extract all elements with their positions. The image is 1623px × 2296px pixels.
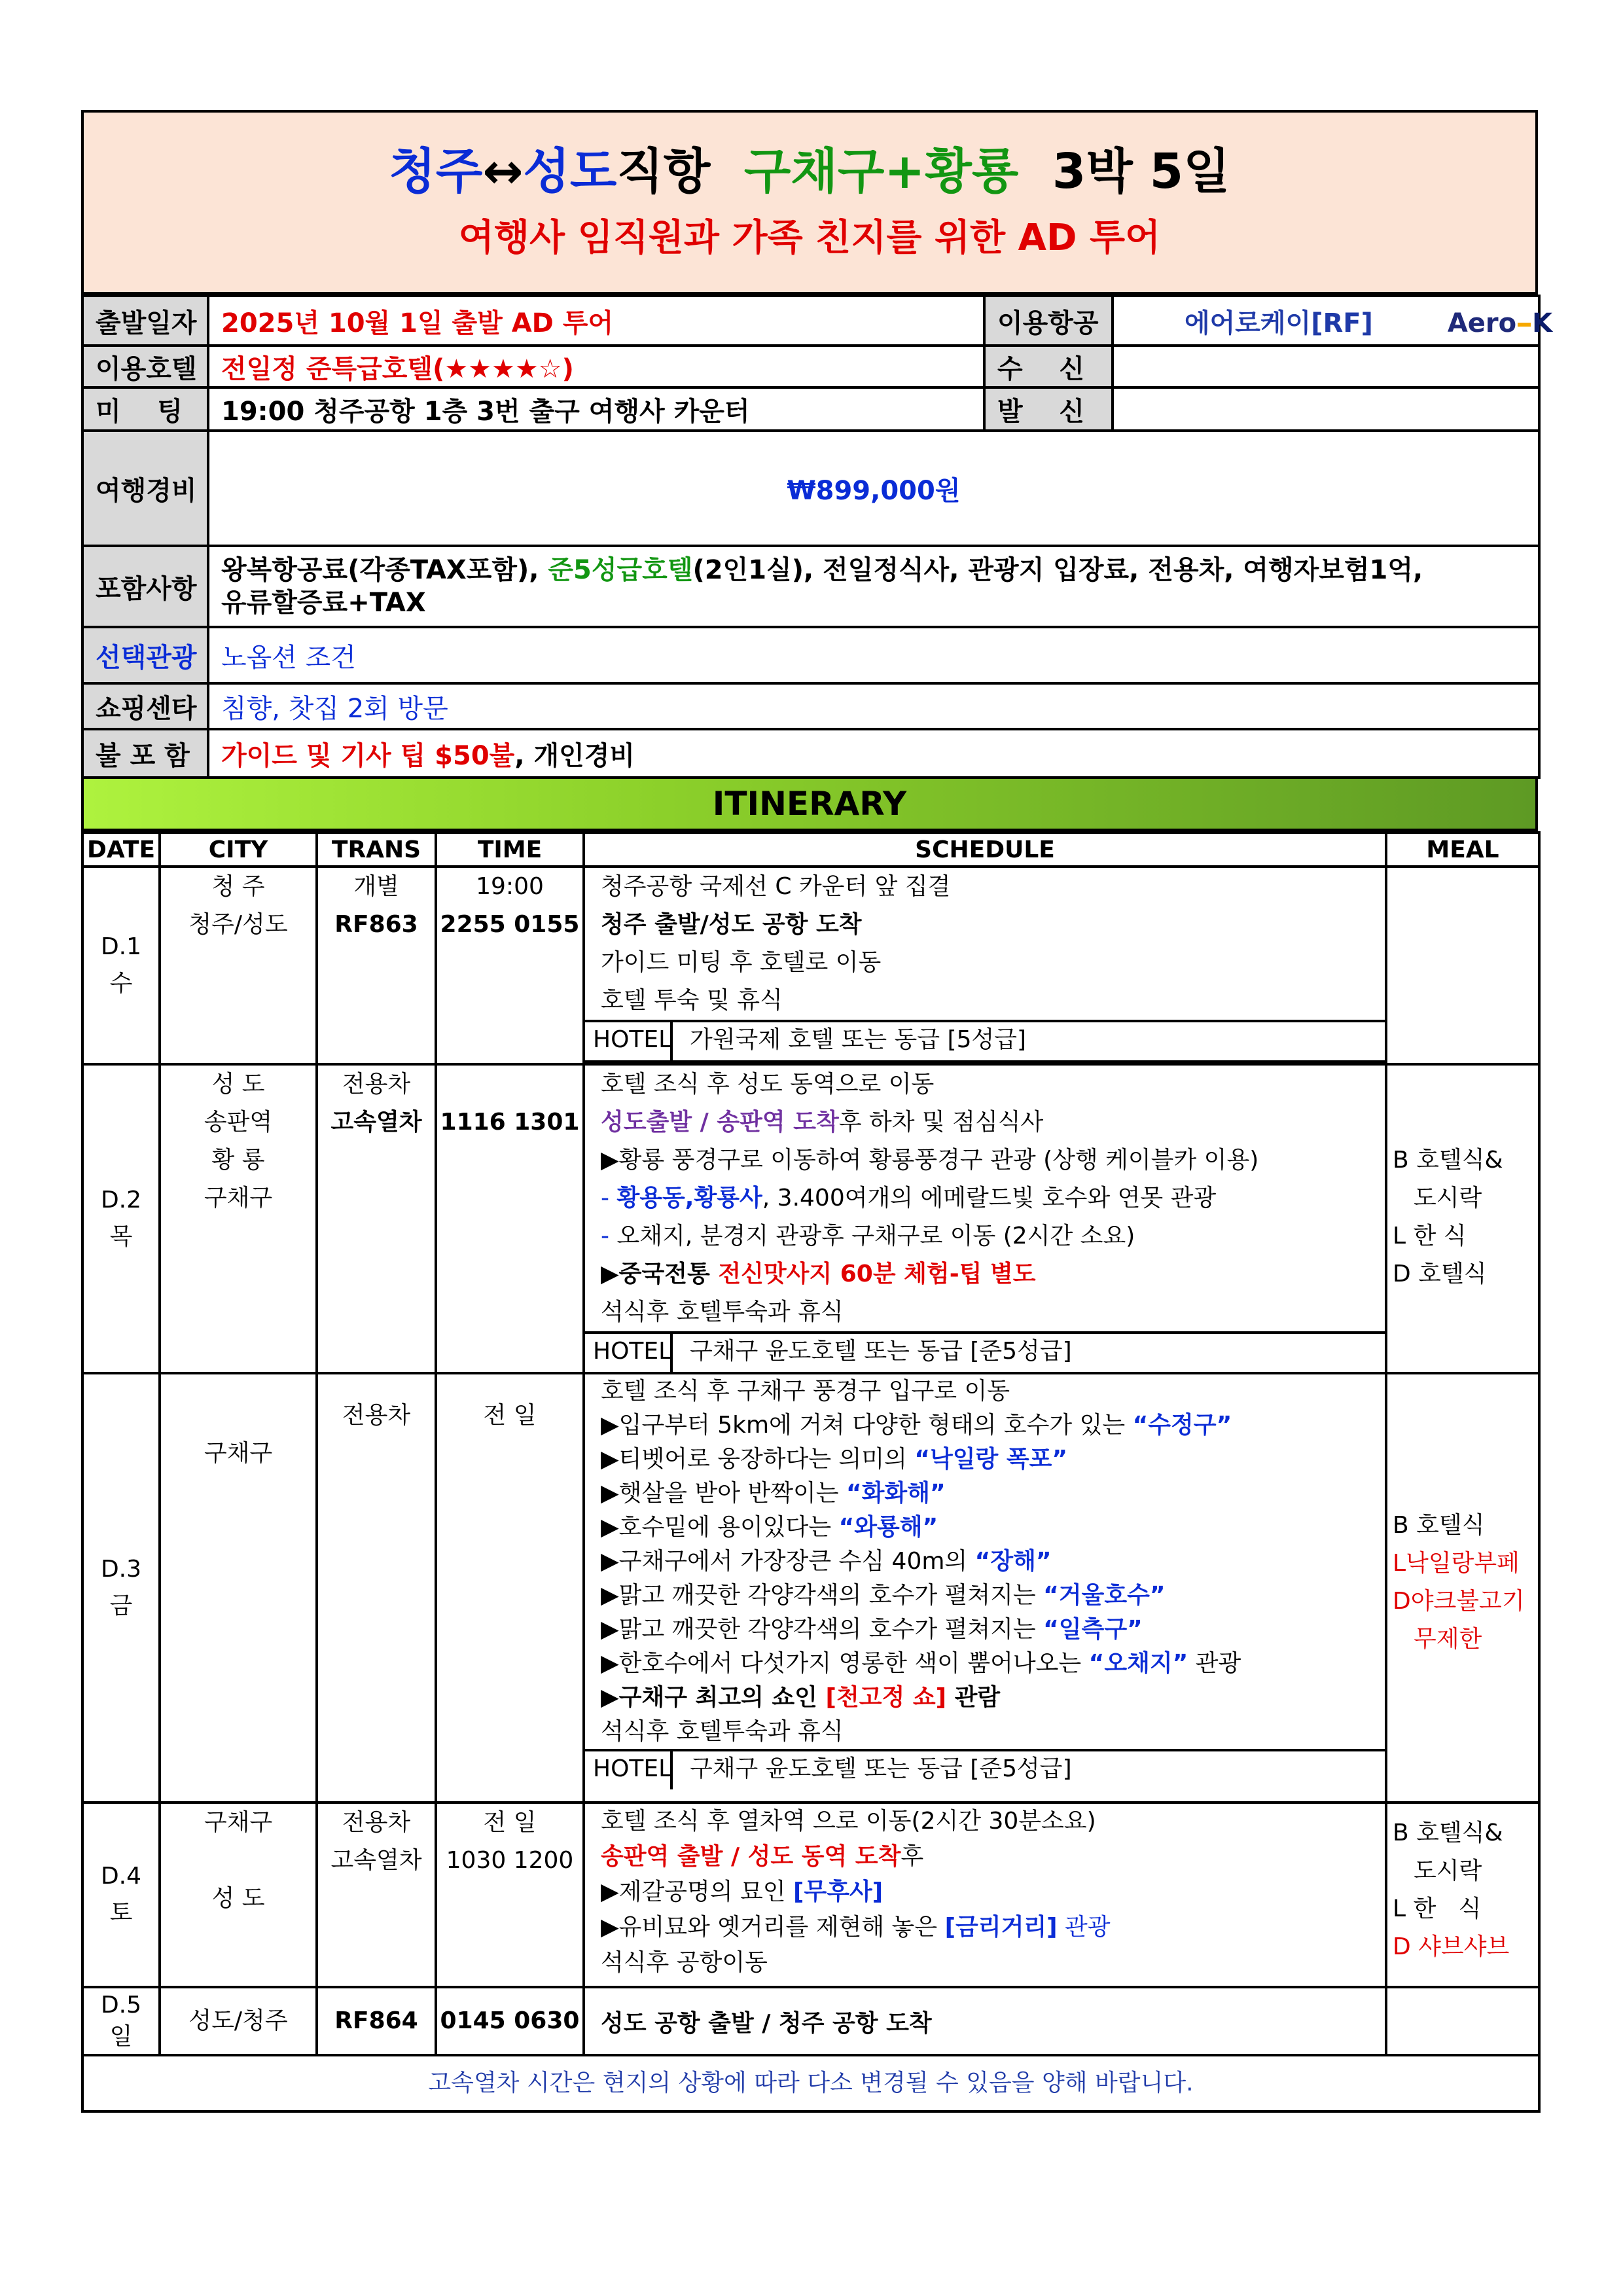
title-route: 구채구+황룡 (743, 143, 1019, 200)
shopping-value: 침향, 찻집 2회 방문 (208, 683, 1539, 729)
day-meal (1386, 867, 1539, 1064)
day-schedule: 호텔 조식 후 구채구 풍경구 입구로 이동 ▶입구부터 5km에 거쳐 다양한 형태의 호수가 있는 “수정구” ▶티벳어로 웅장하다는 의미의 “낙일랑 폭포” ▶햇살을 받아 반짝이는 “화화해” ▶호수밑에 용이있다는 “와룡해” ▶구채구에서 가장장큰 수심 40m의 “장해” ▶맑고 깨끗한 각양각색의 호수가 펼쳐지는 “거울호수” ▶맑고 깨끗한 각양각색의 호수가 펼쳐지는 “일측구” ▶한호수에서 다섯가지 영롱한 색이 뿜어나오는 “오채지” 관광 ▶구채구 최고의 쇼인 [천고정 쇼] 관람 석식후 호텔투숙과 휴식 HOTEL 구채구 윤도호텔 또는 동급 [준5성급] (584, 1373, 1386, 1803)
day-city: 구채구 (160, 1373, 317, 1803)
day-schedule: 호텔 조식 후 열차역 으로 이동(2시간 30분소요) 송판역 출발 / 성도 동역 도착후 ▶제갈공명의 묘인 [무후사] ▶유비묘와 옛거리를 제현해 놓은 [금리거리] 관광 석식후 공항이동 (584, 1803, 1386, 1987)
day-time: 전 일 (436, 1373, 584, 1803)
day-trans: 개별 RF863 (317, 867, 436, 1064)
day-meal: B 호텔식& 도시락 L 한 식 D 호텔식 (1386, 1064, 1539, 1373)
day-trans: 전용차 (317, 1373, 436, 1803)
day-time: 전 일 1030 1200 (436, 1803, 584, 1987)
day-row (82, 1373, 1539, 1803)
included-label: 포함사항 (82, 546, 208, 627)
day-schedule: 호텔 조식 후 성도 동역으로 이동 성도출발 / 송판역 도착후 하차 및 점심식사 ▶황룡 풍경구로 이동하여 황룡풍경구 관광 (상행 케이블카 이용) - 황용동,황룡사, 3.400여개의 에메랄드빛 호수와 연못 관광 - 오채지, 분경지 관광후 구채구로 이동 (2시간 소요) ▶중국전통 전신맛사지 60분 체험-팁 별도 석식후 호텔투숙과 휴식 HOTEL 구채구 윤도호텔 또는 동급 [준5성급] (584, 1064, 1386, 1373)
day-schedule: 청주공항 국제선 C 카운터 앞 집결 청주 출발/성도 공항 도착 가이드 미팅 후 호텔로 이동 호텔 투숙 및 휴식 HOTEL 가원국제 호텔 또는 동급 [5성급] (584, 867, 1386, 1064)
day-row (82, 867, 1539, 1064)
day-city: 성도/청주 (160, 1987, 317, 2055)
document (81, 110, 1553, 2113)
main-title (84, 113, 1535, 201)
airline-value: 에어로케이[RF] (1185, 308, 1373, 338)
meeting-value: 19:00 청주공항 1층 3번 출구 여행사 카운터 (208, 387, 984, 431)
optional-tour-value: 노옵션 조건 (208, 627, 1539, 683)
title-origin: 청주 (389, 143, 483, 200)
hotel-row: HOTEL 가원국제 호텔 또는 동급 [5성급] (585, 1020, 1387, 1063)
day-trans: 전용차 고속열차 (317, 1803, 436, 1987)
depart-value: 2025년 10월 1일 출발 AD 투어 (208, 296, 984, 346)
day-meal (1386, 1987, 1539, 2055)
day-city: 청 주 청주/성도 (160, 867, 317, 1064)
col-date: DATE (82, 833, 160, 867)
title-arrow: ↔ (482, 143, 524, 200)
included-value: 왕복항공료(각종TAX포함), 준5성급호텔(2인1실), 전일정식사, 관광지 입장료, 전용차, 여행자보험1억, 유류할증료+TAX (208, 546, 1539, 627)
day-time: 1116 1301 (436, 1064, 584, 1373)
day-date: D.4 토 (82, 1803, 160, 1987)
price: ₩899,000원 (208, 431, 1539, 546)
col-city: CITY (160, 833, 317, 867)
shopping-label: 쇼핑센타 (82, 683, 208, 729)
sender-value (1113, 387, 1539, 431)
day-time: 0145 0630 (436, 1987, 584, 2055)
col-trans: TRANS (317, 833, 436, 867)
itinerary-banner: ITINERARY (81, 779, 1538, 831)
title-duration: 3박 5일 (1052, 143, 1230, 200)
day-meal: B 호텔식& 도시락 L 한 식 D 샤브샤브 (1386, 1803, 1539, 1987)
aerok-logo: Aero K (1447, 308, 1553, 338)
subtitle: 여행사 임직원과 가족 친지를 위한 AD 투어 (458, 216, 1161, 259)
col-schedule: SCHEDULE (584, 833, 1386, 867)
day-date: D.2 목 (82, 1064, 160, 1373)
hotel-row: HOTEL 구채구 윤도호텔 또는 동급 [준5성급] (585, 1749, 1387, 1789)
optional-tour-label: 선택관광 (82, 627, 208, 683)
hotel-row: HOTEL 구채구 윤도호텔 또는 동급 [준5성급] (585, 1331, 1387, 1372)
excluded-value: 가이드 및 기사 팁 $50불, 개인경비 (208, 729, 1539, 778)
itinerary-table (81, 831, 1541, 2113)
day-date: D.5 일 (82, 1987, 160, 2055)
recipient-label: 수 신 (984, 346, 1113, 387)
day-trans: 전용차 고속열차 (317, 1064, 436, 1373)
meeting-label: 미 팅 (82, 387, 208, 431)
col-time: TIME (436, 833, 584, 867)
excluded-label: 불 포 함 (82, 729, 208, 778)
recipient-value (1113, 346, 1539, 387)
title-banner (81, 110, 1538, 295)
day-schedule: 성도 공항 출발 / 청주 공항 도착 (584, 1987, 1386, 2055)
title-direct: 직항 (616, 143, 711, 200)
day-date: D.3 금 (82, 1373, 160, 1803)
day-time: 19:00 2255 0155 (436, 867, 584, 1064)
day-meal: B 호텔식 L낙일랑부페 D야크불고기 무제한 (1386, 1373, 1539, 1803)
depart-label: 출발일자 (82, 296, 208, 346)
cost-label: 여행경비 (82, 431, 208, 546)
hotel-label: 이용호텔 (82, 346, 208, 387)
airline-cell (1113, 296, 1553, 346)
day-row (82, 1987, 1539, 2055)
day-row (82, 1803, 1539, 1987)
airline-label: 이용항공 (984, 296, 1113, 346)
day-row (82, 1064, 1539, 1373)
col-meal: MEAL (1386, 833, 1539, 867)
day-city: 성 도 송판역 황 룡 구채구 (160, 1064, 317, 1373)
day-trans: RF864 (317, 1987, 436, 2055)
footer-note: 고속열차 시간은 현지의 상황에 따라 다소 변경될 수 있음을 양해 바랍니다. (82, 2055, 1539, 2111)
day-city: 구채구 성 도 (160, 1803, 317, 1987)
sender-label: 발 신 (984, 387, 1113, 431)
title-destination: 성도 (523, 143, 617, 200)
info-table (81, 295, 1553, 779)
hotel-value: 전일정 준특급호텔(★★★★☆) (208, 346, 984, 387)
day-date: D.1 수 (82, 867, 160, 1064)
